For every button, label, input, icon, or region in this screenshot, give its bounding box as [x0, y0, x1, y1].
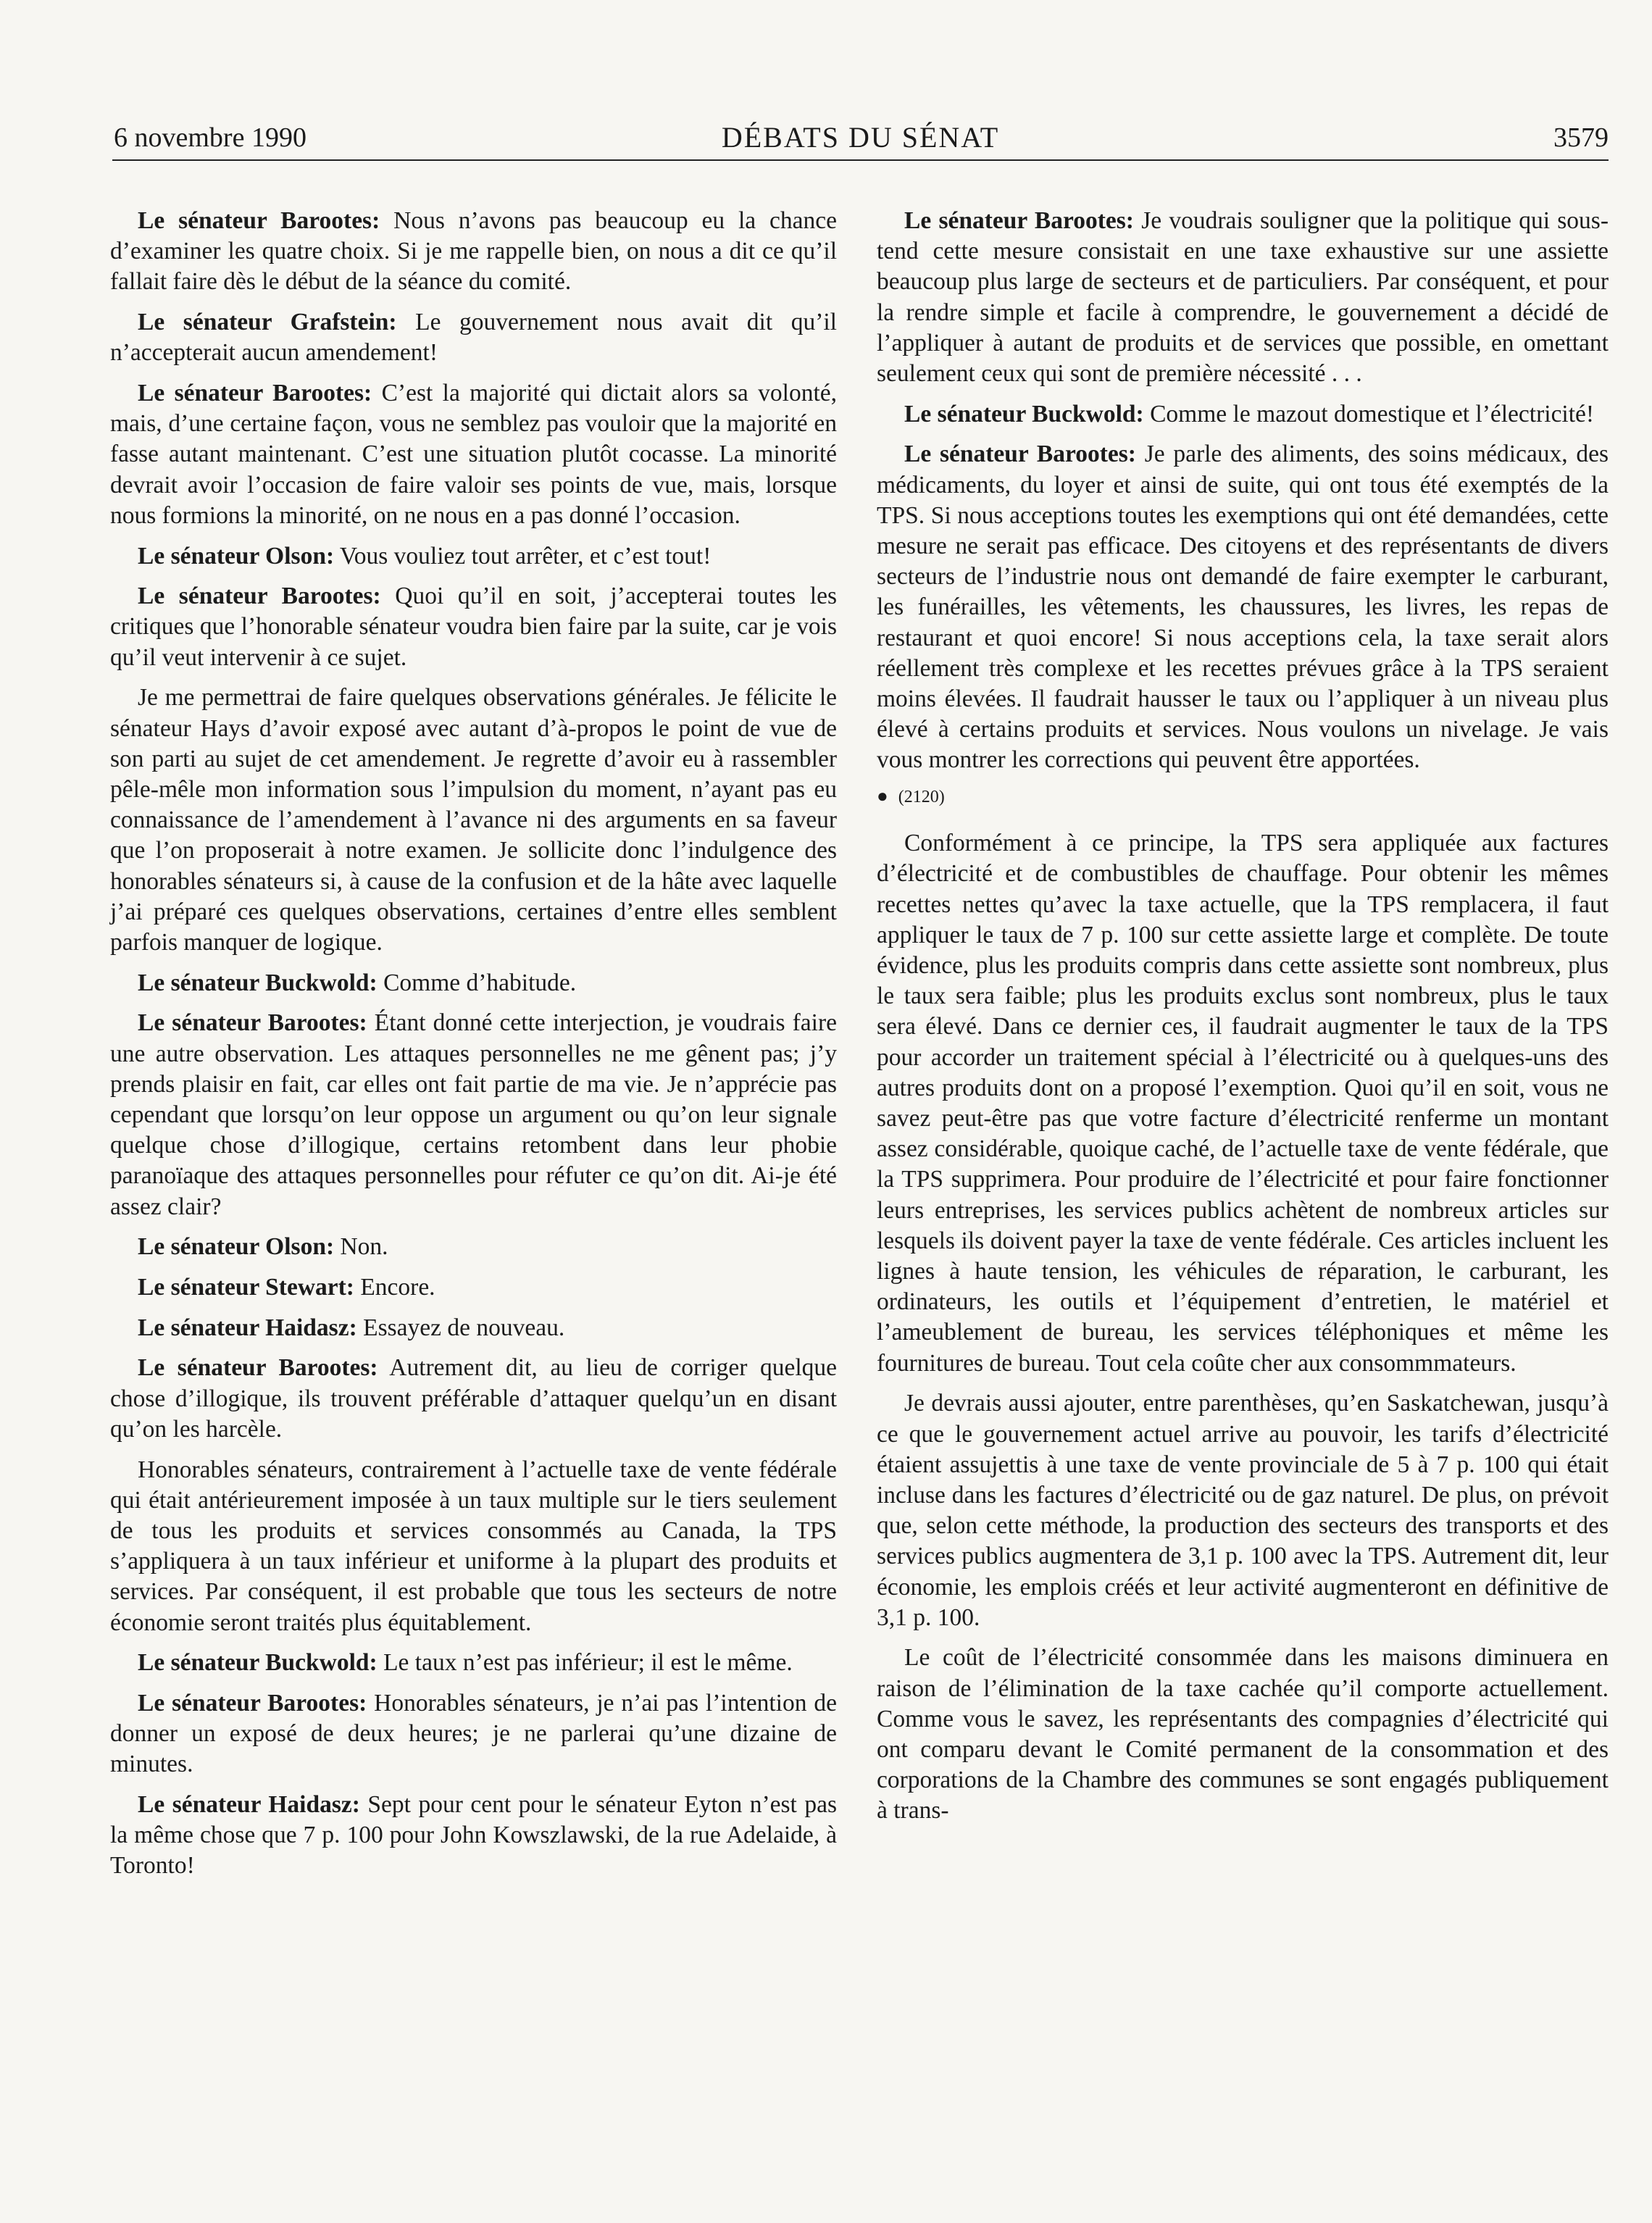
speaker-name: Le sénateur Haidasz: [138, 1314, 357, 1341]
speaker-name: Le sénateur Barootes: [138, 583, 381, 610]
paragraph [877, 828, 1609, 1379]
left-column [110, 206, 837, 1891]
time-marker [877, 785, 1609, 808]
paragraph [110, 378, 837, 531]
paragraph-text: Comme d’habitude. [377, 969, 577, 996]
speaker-name: Le sénateur Barootes: [138, 1689, 367, 1717]
paragraph-text: Honorables sénateurs, contrairement à l’actuelle taxe de vente fédérale qui était antérieurement imposée à un taux multiple sur le tiers seulement de tous les produits et services consommés au Canada, la TPS s’appliquera à un taux inférieur et uniforme à la plupart des produits et services. Par conséquent, il est probable que tous les secteurs de notre économie seront traités plus équitablement. [110, 1456, 837, 1636]
paragraph [110, 1455, 837, 1638]
paragraph [877, 1388, 1609, 1633]
speaker-name: Le sénateur Barootes: [904, 441, 1136, 468]
paragraph [110, 1688, 837, 1780]
speaker-name: Le sénateur Barootes: [904, 207, 1134, 234]
right-column-bottom [877, 828, 1609, 1827]
paragraph [110, 541, 837, 572]
paragraph-text: Conformément à ce principe, la TPS sera appliquée aux factures d’électricité et de combustibles de chauffage. Pour obtenir les mêmes recettes nettes qu’avec la taxe actuelle, que la TPS remplacera, il faut appliquer le taux de 7 p. 100 sur cette assiette large et complète. De toute évidence, plus les produits compris dans cette assiette sont nombreux, plus le taux sera faible; plus les produits exclus sont nombreux, plus le taux sera élevé. Dans ce dernier ces, il faudrait augmenter le taux de la TPS pour accorder un traitement spécial à l’électricité ou à quelques-uns des autres produits dont on a proposé l’exemption. Quoi qu’il en soit, vous ne savez peut-être pas que votre facture d’électricité renferme un montant assez considérable, quoique caché, de l’actuelle taxe de vente fédérale, que la TPS supprimera. Pour produire de l’électricité et pour faire fonctionner leurs entreprises, les services publics achètent de nombreux articles sur lesquels ils doivent payer la taxe de vente fédérale. Ces articles incluent les lignes à haute tension, les véhicules de réparation, le carburant, les ordinateurs, les outils et l’équipement d’entretien, le matériel et l’ameublement de bureau, les services téléphoniques et même les fournitures de bureau. Tout cela coûte cher aux consommmateurs. [877, 830, 1609, 1377]
paragraph-text: Étant donné cette interjection, je voudrais faire une autre observation. Les attaques personnelles ne me gênent pas; j’y prends plaisir en fait, car elles ont fait partie de ma vie. Je n’apprécie pas cependant que lorsqu’on leur oppose un argument ou qu’on leur signale quelque chose d’illogique, certains retombent dans leur phobie paranoïaque des attaques personnelles pour réfuter ce qu’on dit. Ai-je été assez clair? [110, 1009, 837, 1220]
paragraph-text: Je parle des aliments, des soins médicaux, des médicaments, du loyer et ainsi de suite, qui ont tous été exemptés de la TPS. Si nous acceptions toutes les exemptions qui ont été demandées, cette mesure ne serait pas efficace. Des citoyens et des représentants de divers secteurs de l’industrie nous ont demandé de faire exempter le carburant, les funérailles, les vêtements, les chaussures, les livres, les repas de restaurant et quoi encore! Si nous acceptions cela, la taxe serait alors réellement très complexe et les recettes prévues grâce à la TPS seraient moins élevées. Il faudrait hausser le taux ou l’appliquer à un niveau plus élevé à certains produits et services. Nous voulons un nivelage. Je vais vous montrer les corrections qui peuvent être apportées. [877, 441, 1609, 774]
right-column [877, 206, 1609, 1836]
paragraph [110, 206, 837, 298]
paragraph-text: Le coût de l’électricité consommée dans les maisons diminuera en raison de l’élimination de la taxe cachée qu’il comporte actuellement. Comme vous le savez, les représentants des compagnies d’électricité qui ont comparu devant le Comité permanent de la consommation et des corporations de la Chambre des communes se sont engagés publiquement à trans- [877, 1644, 1609, 1824]
paragraph [110, 1232, 837, 1262]
paragraph-text: Honorables sénateurs, je n’ai pas l’intention de donner un exposé de deux heures; je ne parlerai qu’une dizaine de minutes. [110, 1689, 837, 1778]
paragraph-text: Quoi qu’il en soit, j’accepterai toutes les critiques que l’honorable sénateur voudra bien faire par la suite, car je vois qu’il veut intervenir à ce sujet. [110, 583, 837, 671]
paragraph [110, 683, 837, 958]
paragraph [110, 1353, 837, 1445]
page-number: 3579 [1553, 122, 1609, 153]
speaker-name: Le sénateur Buckwold: [904, 400, 1144, 428]
paragraph [110, 581, 837, 673]
paragraph-text: Non. [334, 1233, 388, 1261]
speaker-name: Le sénateur Barootes: [138, 207, 380, 234]
paragraph-text: Sept pour cent pour le sénateur Eyton n’est pas la même chose que 7 p. 100 pour John Kowszlawski, de la rue Adelaide, à Toronto! [110, 1791, 837, 1880]
speaker-name: Le sénateur Olson: [138, 542, 335, 570]
paragraph-text: Nous n’avons pas beaucoup eu la chance d’examiner les quatre choix. Si je me rappelle bien, on nous a dit ce qu’il fallait faire dès le début de la séance du comité. [110, 207, 838, 296]
paragraph-text: Le taux n’est pas inférieur; il est le même. [377, 1649, 793, 1677]
header-date: 6 novembre 1990 [114, 122, 306, 153]
speaker-name: Le sénateur Barootes: [138, 380, 372, 407]
paragraph-text: Vous vouliez tout arrêter, et c’est tout! [334, 542, 712, 570]
paragraph-text: Essayez de nouveau. [356, 1314, 565, 1341]
right-column-top [877, 206, 1609, 776]
speaker-name: Le sénateur Buckwold: [138, 1649, 377, 1677]
paragraph-text: Je voudrais souligner que la politique qui sous-tend cette mesure consistait en une taxe exhaustive sur une assiette beaucoup plus large de secteurs et de particuliers. Par conséquent, et pour la rendre simple et facile à comprendre, le gouvernement a décidé de l’appliquer à autant de produits et de services que possible, en omettant seulement ceux qui sont de première nécessité . . . [877, 207, 1609, 388]
speaker-name: Le sénateur Stewart: [138, 1274, 354, 1301]
paragraph-text: Autrement dit, au lieu de corriger quelque chose d’illogique, ils trouvent préférable d’attaquer quelqu’un en disant qu’on les harcèle. [110, 1354, 837, 1443]
paragraph-text: Comme le mazout domestique et l’électricité! [1143, 400, 1595, 428]
paragraph-text: Je devrais aussi ajouter, entre parenthèses, qu’en Saskatchewan, jusqu’à ce que le gouvernement actuel arrive au pouvoir, les tarifs d’électricité étaient assujettis à une taxe de vente provinciale de 5 à 7 p. 100 qui était incluse dans les factures d’électricité ou de gaz naturel. De plus, on prévoit que, selon cette méthode, la production des secteurs des transports et des services publics augmentera de 3,1 p. 100 avec la TPS. Autrement dit, leur économie, les emplois créés et leur activité augmenteront en définitive de 3,1 p. 100. [877, 1390, 1609, 1631]
paragraph [877, 439, 1609, 775]
time-marker-text: (2120) [898, 788, 945, 807]
paragraph-text: Encore. [354, 1274, 435, 1301]
paragraph [110, 1313, 837, 1343]
speaker-name: Le sénateur Grafstein: [138, 309, 397, 336]
paragraph [110, 1008, 837, 1222]
speaker-name: Le sénateur Haidasz: [138, 1791, 360, 1819]
paragraph [877, 399, 1609, 430]
paragraph [110, 968, 837, 998]
paragraph [110, 1790, 837, 1882]
speaker-name: Le sénateur Buckwold: [138, 969, 377, 996]
speaker-name: Le sénateur Barootes: [138, 1009, 367, 1037]
paragraph [877, 206, 1609, 389]
paragraph [877, 1643, 1609, 1826]
paragraph-text: Je me permettrai de faire quelques observations générales. Je félicite le sénateur Hays d’avoir exposé avec autant d’à-propos le point de vue de son parti au sujet de cet amendement. Je regrette d’avoir eu à rassembler pêle-mêle mon information sous l’impulsion du moment, n’ayant pas eu connaissance de l’amendement à l’avance ni des arguments en sa faveur que l’on proposerait à notre examen. Je sollicite donc l’indulgence des honorables sénateurs si, à cause de la confusion et de la hâte avec laquelle j’ai préparé ces quelques observations, certaines d’entre elles semblent parfois manquer de logique. [110, 684, 837, 956]
paragraph-text: C’est la majorité qui dictait alors sa volonté, mais, d’une certaine façon, vous ne semblez pas vouloir que la majorité en fasse autant maintenant. C’est une situation plutôt cocasse. La minorité devrait avoir l’occasion de faire valoir ses points de vue, mais, lorsque nous formions la minorité, on ne nous en a pas donné l’occasion. [110, 380, 838, 529]
bullet-icon: ● [877, 785, 888, 807]
paragraph-text: Le gouvernement nous avait dit qu’il n’accepterait aucun amendement! [110, 309, 837, 367]
page-header [112, 119, 1609, 161]
header-title: DÉBATS DU SÉNAT [721, 121, 1000, 154]
paragraph [110, 307, 837, 368]
speaker-name: Le sénateur Olson: [138, 1233, 335, 1261]
paragraph [110, 1648, 837, 1678]
paragraph [110, 1272, 837, 1303]
speaker-name: Le sénateur Barootes: [138, 1354, 378, 1382]
